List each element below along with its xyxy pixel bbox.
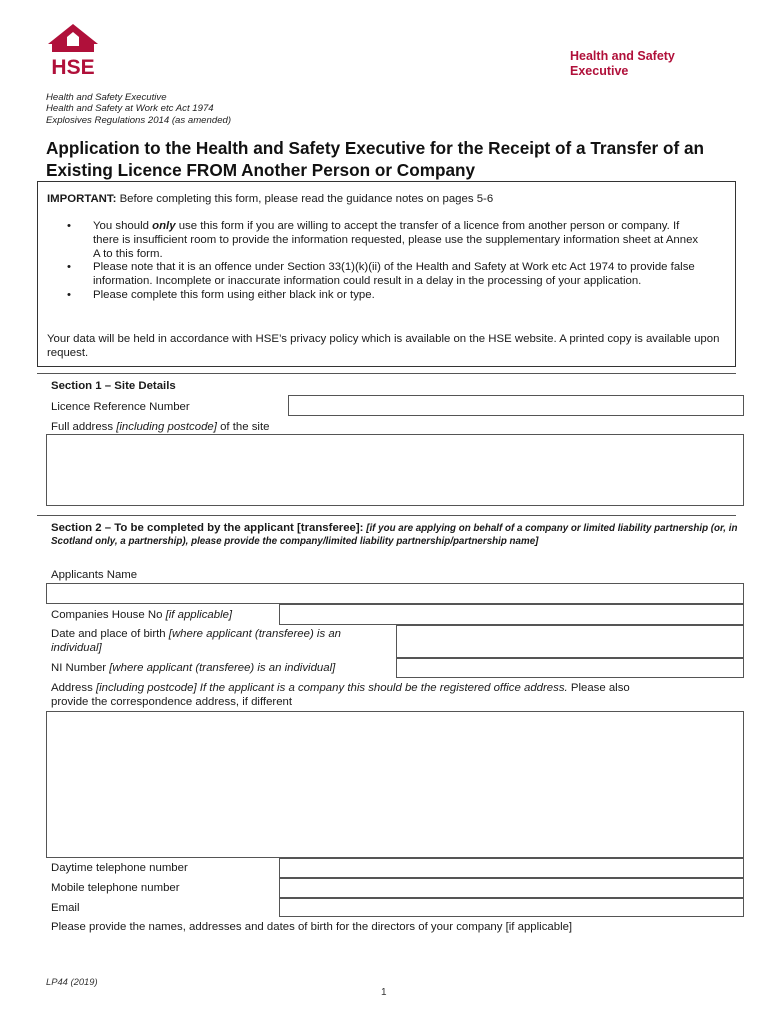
legislation-line: Explosives Regulations 2014 (as amended) bbox=[46, 114, 232, 126]
important-text: Before completing this form, please read the guidance notes on pages 5-6 bbox=[119, 193, 494, 205]
licence-ref-label: Licence Reference Number bbox=[51, 401, 190, 413]
section2-heading bbox=[51, 522, 741, 548]
licence-ref-input[interactable] bbox=[288, 395, 744, 416]
hse-logo bbox=[44, 22, 102, 80]
email-label: Email bbox=[51, 902, 80, 914]
email-input[interactable] bbox=[279, 898, 744, 917]
daytime-phone-label: Daytime telephone number bbox=[51, 862, 188, 874]
logo-text: HSE bbox=[51, 56, 95, 79]
page-number: 1 bbox=[381, 987, 387, 998]
hse-logo-mark bbox=[44, 22, 102, 80]
applicant-address-input[interactable] bbox=[46, 711, 744, 858]
companies-house-input[interactable] bbox=[279, 604, 744, 625]
applicant-address-label: Address [including postcode] If the applicant is a company this should be the registered office address. Please also provide the correspondence address, if different bbox=[51, 682, 630, 708]
dob-place-input[interactable] bbox=[396, 625, 744, 658]
legislation-block bbox=[46, 92, 231, 126]
site-address-input[interactable] bbox=[46, 434, 744, 506]
section-divider bbox=[37, 373, 736, 374]
important-bullets bbox=[67, 220, 707, 303]
mobile-phone-label: Mobile telephone number bbox=[51, 882, 180, 894]
bullet-item: • You should only use this form if you are willing to accept the transfer of a licence from another person or company. If there is insufficient room to provide the information requested, please use the supplementary information sheet at Annex A to this form. bbox=[67, 220, 707, 261]
org-name: Health and Safety Executive bbox=[570, 49, 675, 78]
form-title: Application to the Health and Safety Executive for the Receipt of a Transfer of an Existing Licence FROM Another Person or Company bbox=[46, 138, 705, 180]
daytime-phone-input[interactable] bbox=[279, 858, 744, 878]
important-label: IMPORTANT: bbox=[47, 193, 117, 205]
legislation-line: Health and Safety Executive bbox=[46, 92, 167, 103]
mobile-phone-input[interactable] bbox=[279, 878, 744, 898]
applicant-name-label: Applicants Name bbox=[51, 569, 138, 581]
bullet-item: • Please complete this form using either black ink or type. bbox=[67, 289, 707, 303]
ni-number-label: NI Number [where applicant (transferee) is an individual] bbox=[51, 662, 336, 674]
directors-label: Please provide the names, addresses and dates of birth for the directors of your company [if applicable] bbox=[51, 921, 573, 933]
important-heading bbox=[47, 193, 493, 205]
section2-note: [if you are applying on behalf of a company or limited liability partnership (or, in Scotland only, a partnership), please provide the company/limited liability partnership/partnership name] bbox=[51, 523, 738, 547]
dob-label: Date and place of birth [where applicant (transferee) is an individual] bbox=[51, 628, 341, 654]
emphasis-only: only bbox=[152, 220, 176, 232]
applicant-name-input[interactable] bbox=[46, 583, 744, 604]
legislation-line: Health and Safety at Work etc Act 1974 bbox=[46, 103, 214, 115]
bullet-item: • Please note that it is an offence under Section 33(1)(k)(ii) of the Health and Safety at Work etc Act 1974 to provide false information. Incomplete or inaccurate information could result in a delay in the processing of your application. bbox=[67, 261, 707, 289]
section2-title: Section 2 – To be completed by the applicant [transferee]: bbox=[51, 522, 364, 534]
companies-house-label: Companies House No [if applicable] bbox=[51, 609, 233, 621]
section-divider bbox=[37, 515, 736, 516]
form-code: LP44 (2019) bbox=[46, 976, 98, 987]
ni-number-input[interactable] bbox=[396, 658, 744, 678]
section1-heading: Section 1 – Site Details bbox=[51, 380, 176, 392]
site-address-label: Full address [including postcode] of the site bbox=[51, 421, 270, 433]
privacy-notice: Your data will be held in accordance with HSE’s privacy policy which is available on the HSE website. A printed copy is available upon request. bbox=[47, 333, 720, 359]
